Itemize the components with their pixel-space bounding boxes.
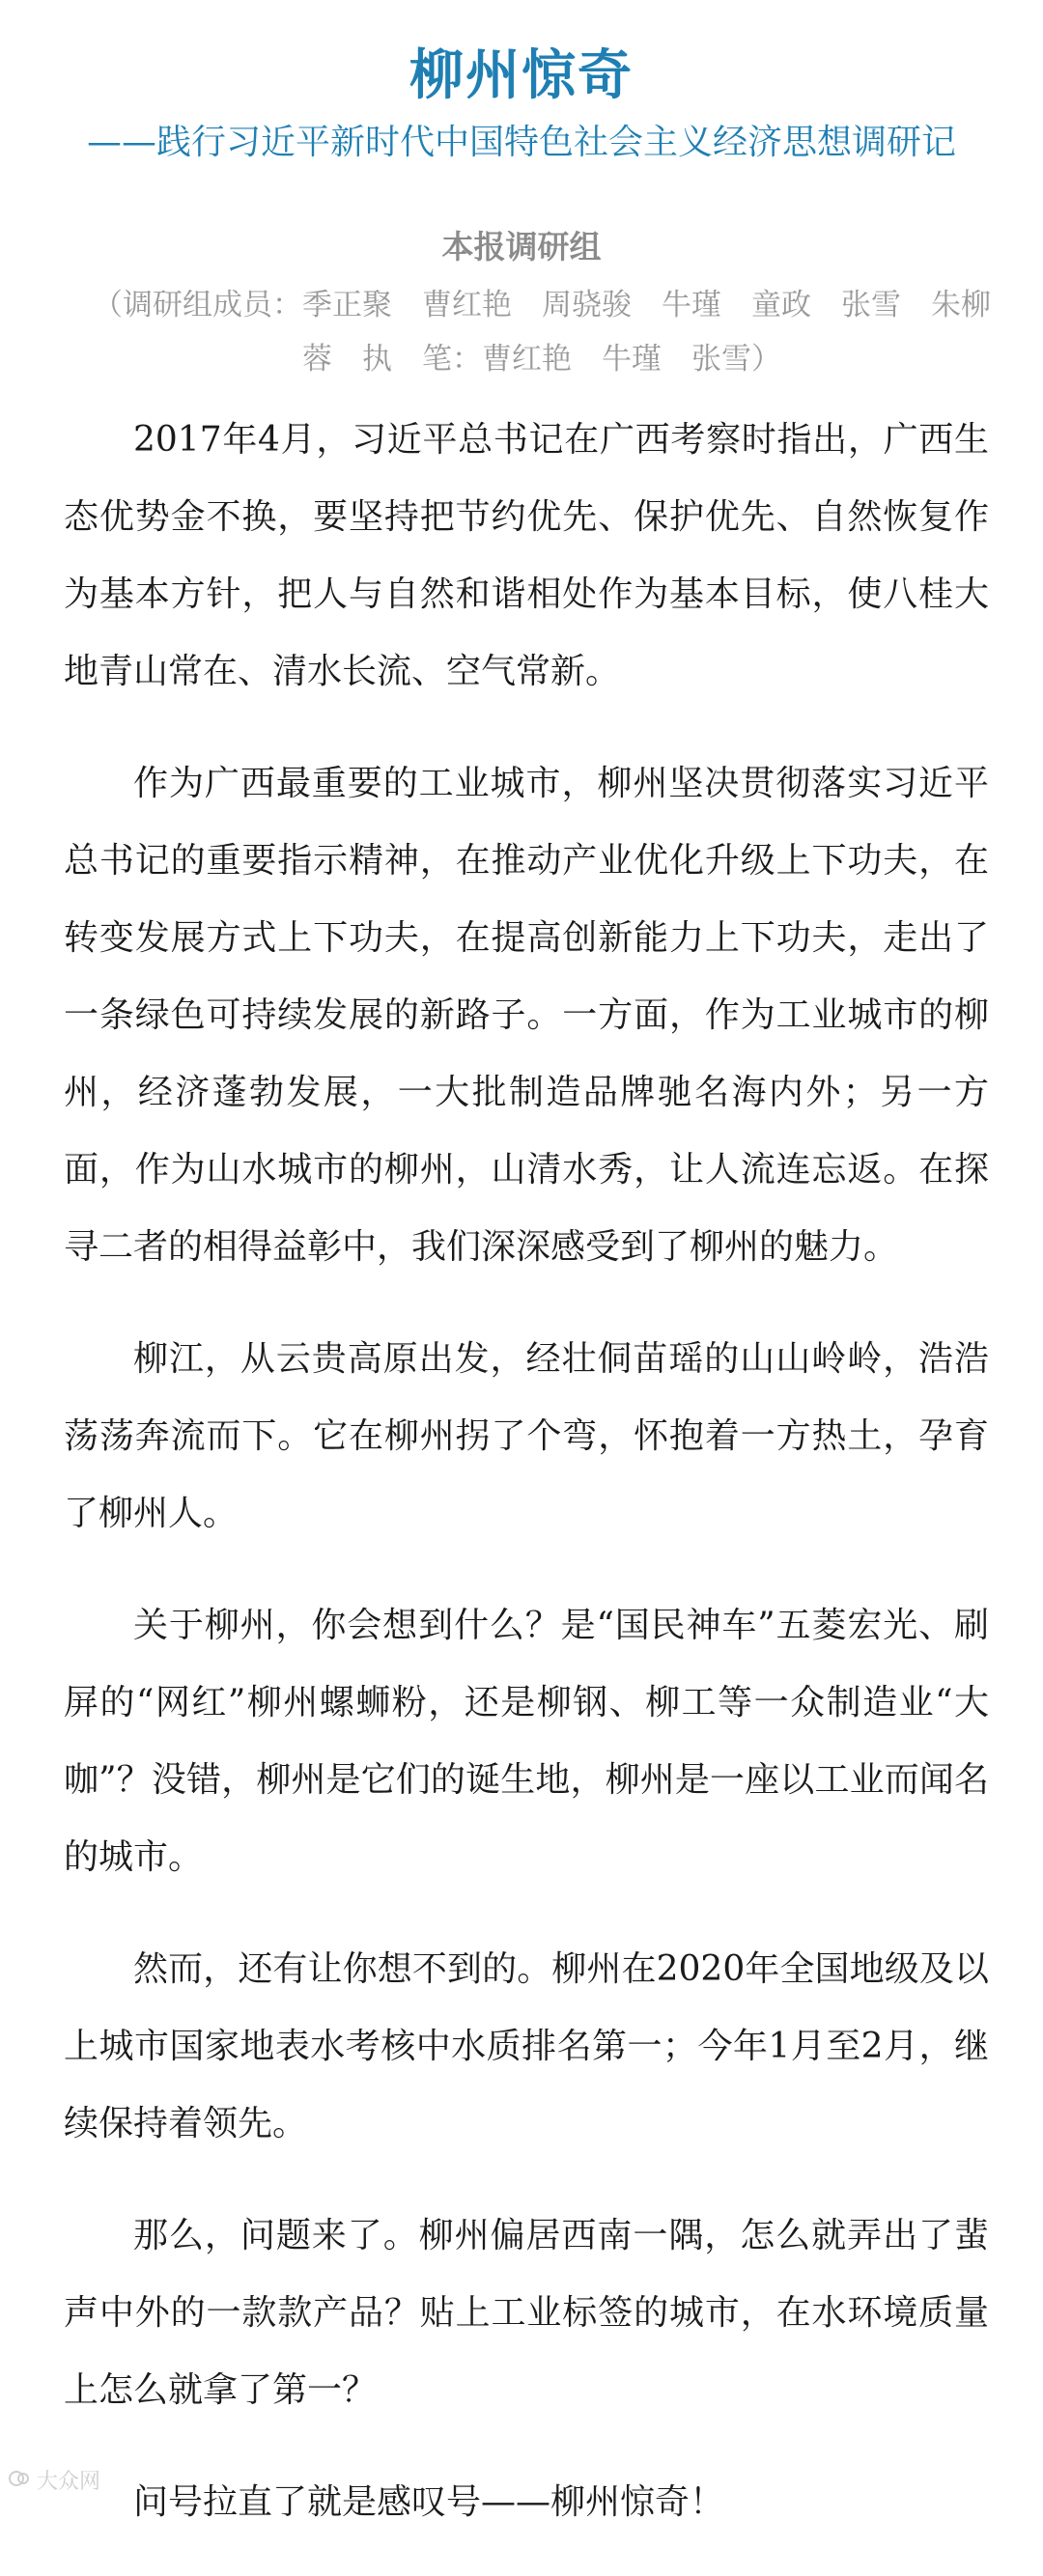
paragraph: 作为广西最重要的工业城市，柳州坚决贯彻落实习近平总书记的重要指示精神，在推动产业优化升级上下功夫，在转变发展方式上下功夫，在提高创新能力上下功夫，走出了一条绿色可持续发展的新路子。一方面，作为工业城市的柳州，经济蓬勃发展，一大批制造品牌驰名海内外；另一方面，作为山水城市的柳州，山清水秀，让人流连忘返。在探寻二者的相得益彰中，我们深深感受到了柳州的魅力。 <box>64 764 989 1267</box>
paragraph: 问号拉直了就是感叹号——柳州惊奇！ <box>133 2482 725 2522</box>
watermark-text: 大众网 <box>37 2470 101 2494</box>
article-body <box>64 402 989 2576</box>
article-byline: 本报调研组 <box>441 228 602 266</box>
watermark <box>8 2467 100 2498</box>
article-title: 柳州惊奇 <box>409 44 634 107</box>
watermark-logo-icon <box>8 2467 31 2498</box>
article-subtitle: ——践行习近平新时代中国特色社会主义经济思想调研记 <box>86 123 956 162</box>
paragraph: 2017年4月，习近平总书记在广西考察时指出，广西生态优势金不换，要坚持把节约优先、保护优先、自然恢复作为基本方针，把人与自然和谐相处作为基本目标，使八桂大地青山常在、清水长流、空气常新。 <box>64 420 989 691</box>
paragraph: 然而，还有让你想不到的。柳州在2020年全国地级及以上城市国家地表水考核中水质排名第一；今年1月至2月，继续保持着领先。 <box>64 1949 989 2143</box>
paragraph: 那么，问题来了。柳州偏居西南一隅，怎么就弄出了蜚声中外的一款款产品？贴上工业标签的城市，在水环境质量上怎么就拿了第一？ <box>64 2216 989 2410</box>
paragraph: 关于柳州，你会想到什么？是“国民神车”五菱宏光、刷屏的“网红”柳州螺蛳粉，还是柳钢、柳工等一众制造业“大咖”？没错，柳州是它们的诞生地，柳州是一座以工业而闻名的城市。 <box>64 1606 989 1877</box>
paragraph: 柳江，从云贵高原出发，经壮侗苗瑶的山山岭岭，浩浩荡荡奔流而下。它在柳州拐了个弯，怀抱着一方热土，孕育了柳州人。 <box>64 1339 989 1533</box>
research-team-members: （调研组成员：季正聚 曹红艳 周骁骏 牛瑾 童政 张雪 朱柳蓉 执 笔：曹红艳 牛瑾 张雪） <box>93 288 991 377</box>
